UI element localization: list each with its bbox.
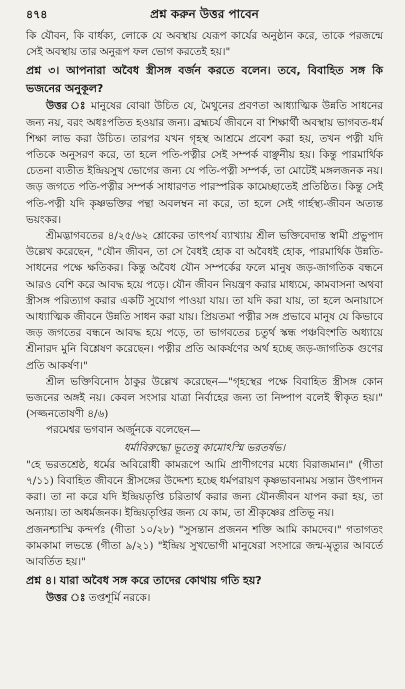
answer-3 <box>26 98 383 228</box>
running-header <box>26 6 383 28</box>
intro-paragraph: কি যৌবন, কি বার্ধক্য, লোকে যে অবস্থায় যেরূপ কার্যের অনুষ্ঠান করে, তাকে পরজন্মে সেই অবস্থায় তার অনুরূপ ফল ভোগ করতেই হয়।" <box>26 30 383 59</box>
commentary-paragraph: শ্রীমদ্ভাগবতের ৪/২৫/৬২ শ্লোকের তাৎপর্য ব্যাখ্যায় শ্রীল ভক্তিবেদান্ত স্বামী প্রভুপাদ উল্লেখ করেছেন, "যৌন জীবন, তা সে বৈধই হোক বা অবৈধই হোক, পারমার্থিক উন্নতি-সাধনের পক্ষে ক্ষতিকর। কিন্তু অবৈধ যৌন সম্পর্কের ফলে মানুষ জড়-জাগতিক বন্ধনে আরও বেশি করে আবদ্ধ হয়ে পড়ে। যৌন জীবন নিয়ন্ত্রণ করার মাধ্যমে, কামবাসনা অথবা স্ত্রীসঙ্গ পরিত্যাগ করার একটি সুযোগ পাওয়া যায়। তা যদি করা যায়, তা হলে অনায়াসে আধ্যাত্মিক জীবনে উন্নতি সাধন করা যায়। প্রিয়তমা পত্নীর সঙ্গ প্রভাবে মানুষ যে কিভাবে জড় জগতের বন্ধনে আবদ্ধ হয়ে পড়ে, তা ভাগবতের চতুর্থ স্কন্ধ পঞ্চবিংশতি অধ্যায়ে শ্রীনারদ মুনি বিশ্লেষণ করেছেন। পত্নীর প্রতি আকর্ষণের অর্থ হচ্ছে জড়-জাগতিক গুণের প্রতি আকর্ষণ।" <box>26 230 383 372</box>
question-3: প্রশ্ন ৩। আপনারা অবৈধ স্ত্রীসঙ্গ বর্জন করতে বলেন। তবে, বিবাহিত সঙ্গ কি ভজনের অনুকূল? <box>26 64 383 96</box>
page-number: ৪৭৪ <box>26 8 48 21</box>
answer-label-4: উত্তর ঃ <box>46 592 86 605</box>
answer-4-text: তপ্তশূর্মি নরকে। <box>88 592 151 605</box>
thakur-quote-paragraph: শ্রীল ভক্তিবিনোদ ঠাকুর উল্লেখ করেছেন—"গৃহস্থের পক্ষে বিবাহিত স্ত্রীসঙ্গ কোন ভজনের অঙ্গই নয়। কেবল সংসার যাত্রা নির্বাহের জন্য তা নিষ্পাপ বলেই স্বীকৃত হয়।" (সজ্জনতোষণী ৪/৬) <box>26 375 383 421</box>
gita-intro-line: পরমেশ্বর ভগবান অর্জুনকে বলেছেন— <box>46 424 201 437</box>
sanskrit-verse: ধর্মাবিরুদ্ধো ভূতেষু কামোঽস্মি ভরতর্ষভ। <box>123 441 286 454</box>
page-body <box>26 28 383 607</box>
gita-quote-paragraph: "হে ভরতশ্রেষ্ঠ, ধর্মের অবিরোধী কামরূপে আমি প্রাণীগণের মধ্যে বিরাজমান।" (গীতা ৭/১১) বিবাহিত জীবনে স্ত্রীসঙ্গের উদ্দেশ্য হচ্ছে ধর্মপরায়ণ কৃষ্ণভাবনাময় সন্তান উৎপাদন করা। তা না করে যদি ইন্দ্রিয়তৃপ্তি চরিতার্থ করার জন্য যৌনজীবন যাপন করা হয়, তা অন্যায়। তা অধর্মজনক। ইন্দ্রিয়তৃপ্তির জন্য যে কাম, তা শ্রীকৃষ্ণের প্রতিভূ নয়। <box>26 458 383 520</box>
answer-4 <box>26 590 383 606</box>
running-title: প্রশ্ন করুন উত্তর পাবেন <box>150 7 259 21</box>
question-4: প্রশ্ন ৪। যারা অবৈধ সঙ্গ করে তাদের কোথায় গতি হয়? <box>26 574 262 588</box>
answer-3-text: মানুষের বোঝা উচিত যে, মৈথুনের প্রবণতা আধ্যাত্মিক উন্নতি সাধনের জন্য নয়, বরং অধঃপতিত হওয়ার জন্য। ব্রহ্মচর্য জীবনে বা শিক্ষার্থী অবস্থায় ভাগবত-ধর্ম শিক্ষা লাভ করা উচিত। তারপর যখন গৃহস্থ আশ্রমে প্রবেশ করা হয়, তখন পত্নী যদি পতিকে অনুসরণ করে, তা হলে পতি-পত্নীর সেই সম্পর্ক বাঞ্ছনীয় হয়। কিন্তু পারমার্থিক চেতনা ব্যতীত ইন্দ্রিয়সুখ ভোগের জন্য যে পতি-পত্নী সম্পর্ক, তা মোটেই মঙ্গলজনক নয়। জড় জগতে পতি-পত্নীর সম্পর্ক সাধারণত পারস্পরিক কামেচ্ছাতেই প্রতিষ্ঠিত। কিন্তু সেই পতি-পত্নী যদি কৃষ্ণভক্তির পন্থা অবলম্বন না করে, তা হলে সেই গার্হস্থ্য-জীবন অত্যন্ত ভয়ংকর। <box>26 100 383 226</box>
answer-label: উত্তর ঃ <box>46 100 87 113</box>
prajana-paragraph: প্রজনশ্চাস্মি কন্দর্পঃ (গীতা ১০/২৮) "সুসন্তান প্রজনন শক্তি আমি কামদেব।" গতাগতং কামকামা লভন্তে (গীতা ৯/২১) "ইন্দ্রিয় সুখভোগী মানুষেরা সংসারে জন্ম-মৃত্যুর আবর্তে আবর্তিত হয়।" <box>26 523 383 569</box>
